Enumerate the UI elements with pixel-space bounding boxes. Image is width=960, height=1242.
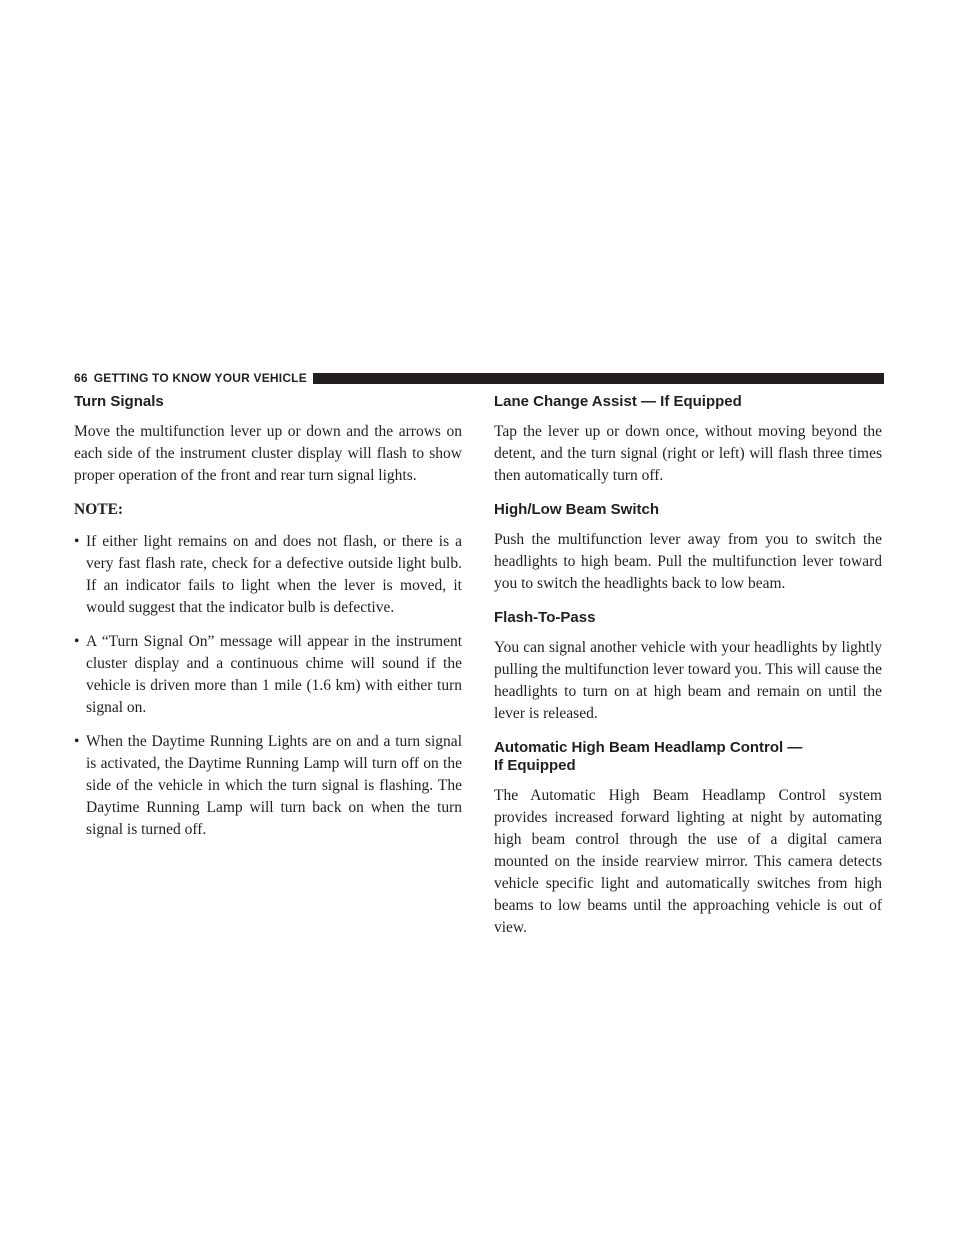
flash-to-pass-heading: Flash-To-Pass bbox=[494, 609, 596, 626]
right-column bbox=[494, 393, 882, 951]
note-bullet-list bbox=[74, 531, 462, 841]
bullet-icon: • bbox=[74, 733, 80, 750]
lane-change-body: Tap the lever up or down once, without moving beyond the detent, and the turn signal (right or left) will flash three times then automatically turn off. bbox=[494, 423, 882, 484]
list-item bbox=[74, 631, 462, 719]
lane-change-heading: Lane Change Assist — If Equipped bbox=[494, 393, 742, 410]
flash-to-pass-body: You can signal another vehicle with your headlights by lightly pulling the multifunction lever toward you. This will cause the headlights to turn on at high beam and remain on until the lever is released. bbox=[494, 639, 882, 722]
list-item bbox=[74, 531, 462, 619]
header-rule bbox=[313, 373, 884, 384]
high-low-beam-body: Push the multifunction lever away from you to switch the headlights to high beam. Pull the multifunction lever toward you to switch the headlights back to low beam. bbox=[494, 531, 882, 592]
bullet-text: A “Turn Signal On” message will appear in the instrument cluster display and a continuous chime will sound if the vehicle is driven more than 1 mile (1.6 km) with either turn signal on. bbox=[86, 633, 462, 716]
turn-signals-heading: Turn Signals bbox=[74, 393, 164, 410]
left-column bbox=[74, 393, 462, 853]
bullet-icon: • bbox=[74, 633, 80, 650]
auto-high-beam-heading-line2: If Equipped bbox=[494, 757, 576, 774]
bullet-text: When the Daytime Running Lights are on and a turn signal is activated, the Daytime Running Lamp will turn off on the side of the vehicle in which the turn signal is flashing. The Daytime Running Lamp will turn back on when the turn signal is turned off. bbox=[86, 733, 462, 838]
bullet-icon: • bbox=[74, 533, 80, 550]
auto-high-beam-body: The Automatic High Beam Headlamp Control system provides increased forward lighting at night by automating high beam control through the use of a digital camera mounted on the inside rearview mirror. This camera detects vehicle specific light and automatically switches from high beams to low beams until the approaching vehicle is out of view. bbox=[494, 787, 882, 936]
auto-high-beam-heading-line1: Automatic High Beam Headlamp Control — bbox=[494, 739, 803, 756]
list-item bbox=[74, 731, 462, 841]
section-title: GETTING TO KNOW YOUR VEHICLE bbox=[93, 371, 307, 385]
bullet-text: If either light remains on and does not flash, or there is a very fast flash rate, check for a defective outside light bulb. If an indicator fails to light when the lever is moved, it would suggest that the indicator bulb is defective. bbox=[86, 533, 462, 616]
page-number: 66 bbox=[74, 371, 88, 385]
note-label: NOTE: bbox=[74, 501, 124, 518]
high-low-beam-heading: High/Low Beam Switch bbox=[494, 501, 660, 518]
page-header bbox=[74, 370, 884, 386]
turn-signals-body: Move the multifunction lever up or down and the arrows on each side of the instrument cluster display will flash to show proper operation of the front and rear turn signal lights. bbox=[74, 423, 462, 484]
auto-high-beam-heading bbox=[494, 739, 882, 775]
